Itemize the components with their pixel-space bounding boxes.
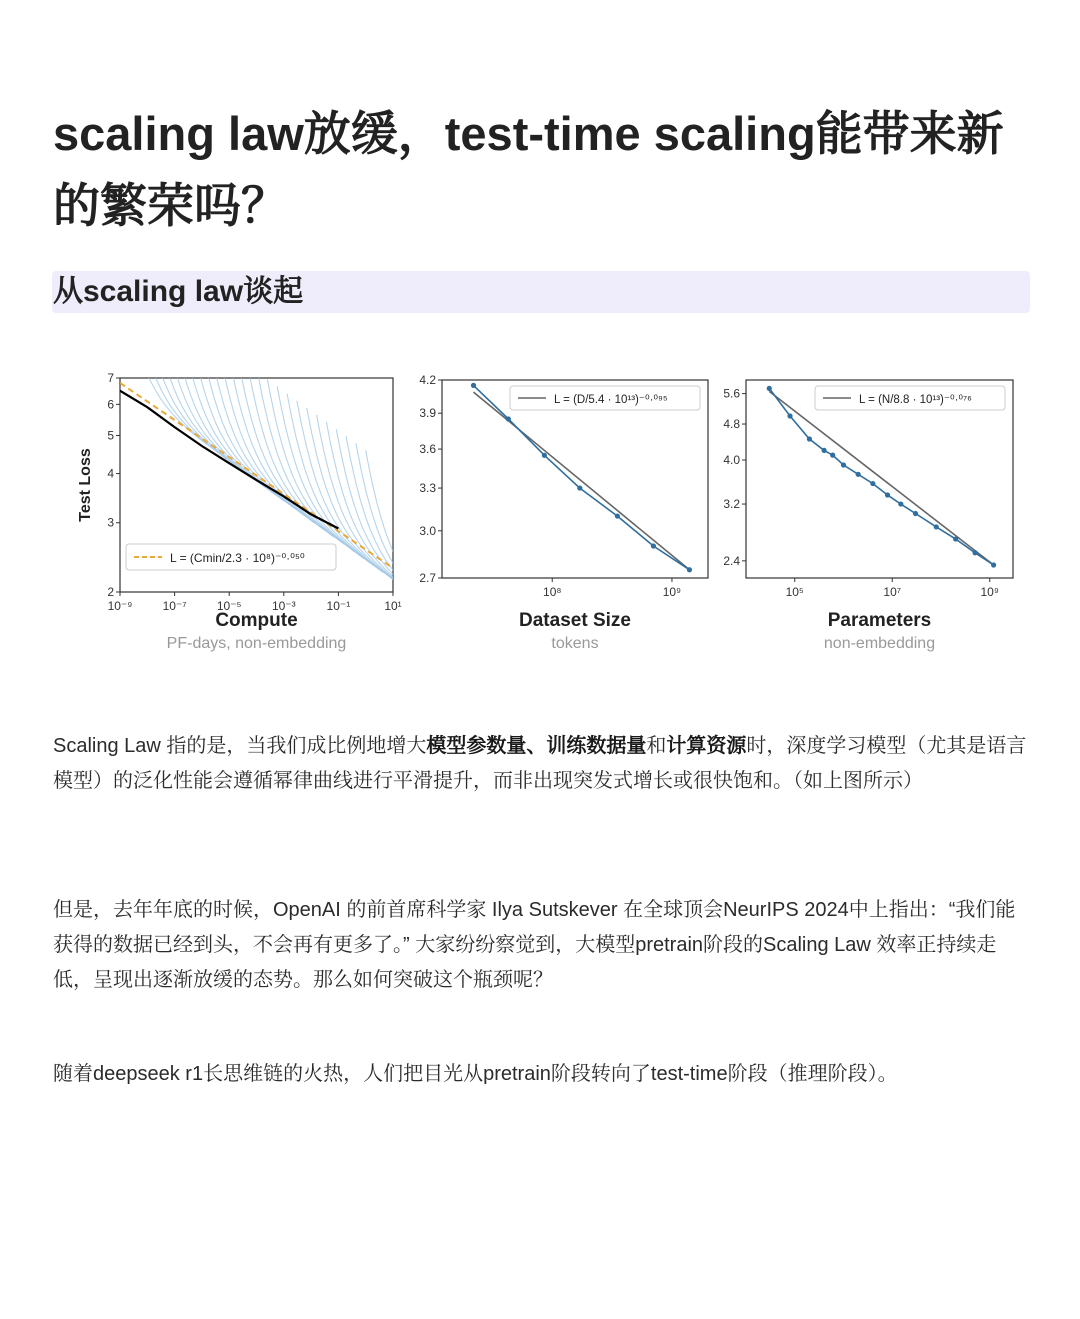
y-tick-label: 3.3 (419, 481, 436, 496)
paragraph-ilya-quote: 但是，去年年底的时候，OpenAI 的前首席科学家 Ilya Sutskever 在全球顶会NeurIPS 2024中上指出：“我们能获得的数据已经到头，不会再有更多了。” 大家纷纷察觉到，大模型pretrain阶段的Scaling Law 效率正持续走低，呈现出逐渐放缓的态势。那么如何突破这个瓶颈呢？ (53, 899, 1016, 991)
legend-label: L = (Cmin/2.3 · 10⁸)⁻⁰·⁰⁵⁰ (170, 551, 305, 565)
x-tick-label: 10⁷ (883, 585, 902, 599)
y-tick-label: 5 (107, 428, 114, 443)
data-point (807, 436, 812, 441)
y-tick-label: 3.6 (419, 442, 436, 457)
p1-text-c: 和 (646, 735, 667, 757)
data-point (767, 386, 772, 391)
y-tick-label: 4.0 (723, 453, 740, 468)
y-tick-label: 2.7 (419, 571, 436, 585)
y-tick-label: 2 (107, 585, 114, 599)
x-axis-label: Dataset Size (519, 610, 631, 631)
legend (126, 544, 336, 570)
y-axis-label: Test Loss (77, 448, 94, 522)
y-tick-label: 5.6 (723, 386, 740, 401)
legend (815, 386, 1005, 410)
chart-panel-3 (723, 380, 1013, 652)
y-tick-label: 4 (107, 466, 114, 481)
p1-text-a: Scaling Law 指的是，当我们成比例地增大 (53, 735, 427, 757)
y-tick-label: 4.2 (419, 373, 436, 387)
data-point (913, 511, 918, 516)
data-point (934, 524, 939, 529)
data-point (841, 462, 846, 467)
data-point (651, 543, 656, 548)
data-point (953, 536, 958, 541)
p1-text-d: 时，深度学习模型（尤其是语言模型）的泛化性能会遵循幂律曲线进行平滑提升，而非出现突发式增长或很快饱和。（如上图所示） (53, 735, 1027, 792)
legend-label: L = (D/5.4 · 10¹³)⁻⁰·⁰⁹⁵ (554, 394, 668, 406)
y-tick-label: 2.4 (723, 553, 740, 568)
data-point (821, 448, 826, 453)
x-axis-label: Parameters (827, 610, 932, 631)
data-point (898, 501, 903, 506)
p1-bold-compute: 计算资源 (666, 735, 747, 757)
x-tick-label: 10⁵ (785, 585, 804, 599)
x-tick-label: 10⁻⁹ (107, 599, 133, 613)
y-tick-label: 4.8 (723, 417, 740, 432)
data-point (885, 492, 890, 497)
y-tick-label: 3.9 (419, 406, 436, 421)
chart-panel-2 (419, 373, 708, 652)
p1-bold-params-data: 模型参数量、训练数据量 (426, 735, 647, 757)
data-point (687, 567, 692, 572)
x-tick-label: 10⁹ (980, 585, 999, 599)
data-point (471, 383, 476, 388)
section-heading: 从scaling law谈起 (53, 275, 304, 308)
y-tick-label: 6 (107, 397, 114, 412)
data-point (991, 562, 996, 567)
x-tick-label: 10⁸ (543, 585, 562, 599)
paragraph-scaling-law (53, 729, 1033, 799)
y-tick-label: 3.2 (723, 497, 740, 512)
y-tick-label: 7 (107, 371, 114, 385)
section-heading-box (52, 271, 1030, 313)
data-point (506, 416, 511, 421)
x-axis-sublabel: non-embedding (823, 635, 936, 652)
paragraph-test-time: 随着deepseek r1长思维链的火热，人们把目光从pretrain阶段转向了test-time阶段（推理阶段）。 (53, 1063, 898, 1085)
data-point (615, 513, 620, 518)
data-point (972, 550, 977, 555)
data-point (830, 453, 835, 458)
data-point (856, 472, 861, 477)
article-title: scaling law放缓，test-time scaling能带来新的繁荣吗？ (53, 107, 1004, 232)
x-tick-label: 10¹ (384, 599, 402, 613)
y-tick-label: 3 (107, 515, 114, 530)
x-tick-label: 10⁻³ (271, 599, 296, 613)
x-tick-label: 10⁹ (662, 585, 682, 599)
x-tick-label: 10⁻⁵ (216, 599, 242, 613)
data-point (787, 413, 792, 418)
x-tick-label: 10⁻⁷ (162, 599, 187, 613)
data-point (542, 453, 547, 458)
scaling-law-charts (70, 362, 1020, 662)
x-axis-sublabel: tokens (551, 635, 599, 652)
y-tick-label: 3.0 (419, 523, 436, 538)
x-axis-label: Compute (215, 610, 298, 631)
legend-label: L = (N/8.8 · 10¹³)⁻⁰·⁰⁷⁶ (859, 394, 972, 406)
x-axis-sublabel: PF-days, non-embedding (166, 635, 347, 652)
legend (510, 386, 700, 410)
data-point (870, 481, 875, 486)
x-tick-label: 10⁻¹ (326, 599, 351, 613)
data-point (577, 485, 582, 490)
scaling-law-figure (70, 362, 1020, 662)
